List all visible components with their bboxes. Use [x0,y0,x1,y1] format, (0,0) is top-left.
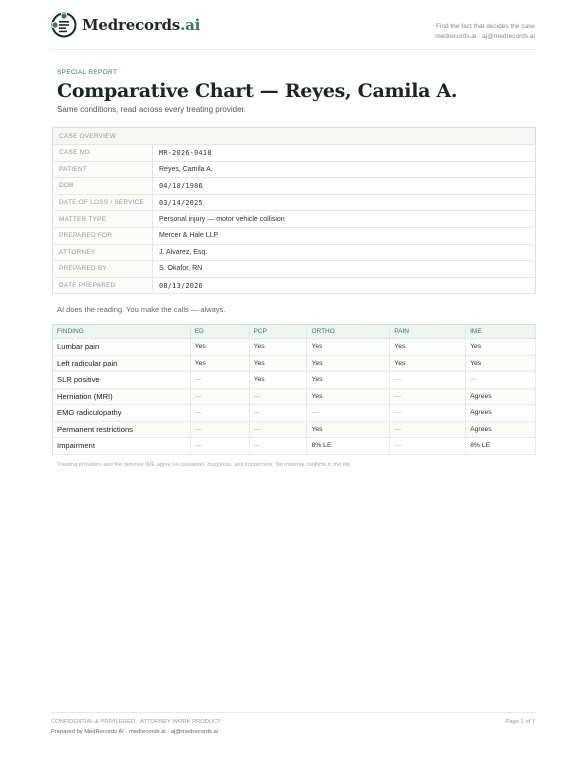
finding-value-cell: Agrees [466,405,536,422]
finding-value-cell: — [390,405,466,422]
overview-key: PREPARED FOR [53,227,153,244]
finding-name-cell: EMG radiculopathy [53,405,191,422]
finding-value-cell: Agrees [466,388,536,405]
overview-key: DOB [53,178,153,195]
report-eyebrow: SPECIAL REPORT [57,69,118,76]
overview-row-dob [53,178,536,195]
overview-row-patient [53,161,536,178]
table-row [53,355,536,372]
finding-value-cell: — [249,438,307,455]
page-header [51,12,535,50]
finding-value-cell: — [249,388,307,405]
finding-value-cell: — [249,405,307,422]
finding-value-cell: Yes [307,388,390,405]
overview-key: MATTER TYPE [53,211,153,228]
finding-value-cell: Yes [390,339,466,356]
finding-value-cell: — [390,388,466,405]
finding-name-cell: Permanent restrictions [53,421,191,438]
finding-value-cell: Yes [307,355,390,372]
finding-value-cell: — [190,405,249,422]
overview-key: DATE PREPARED [53,277,153,294]
column-header-pcp: PCP [249,325,307,339]
page-number: Page 1 of 1 [505,719,535,725]
table-row [53,372,536,389]
finding-value-cell: Yes [307,339,390,356]
case-overview-heading: CASE OVERVIEW [53,128,536,145]
column-header-ed: ED [190,325,249,339]
findings-header-row [53,325,536,339]
brand-logo[interactable] [51,12,200,38]
finding-value-cell: — [190,372,249,389]
overview-value: 04/18/1986 [153,178,536,195]
finding-value-cell: Yes [190,355,249,372]
table-row [53,405,536,422]
header-contact[interactable]: medrecords.ai · aj@medrecords.ai [435,33,535,40]
page-subtitle: Same conditions, read across every treating provider. [57,105,246,114]
finding-value-cell: Yes [249,372,307,389]
overview-value: Personal injury — motor vehicle collision [153,211,536,228]
finding-value-cell: — [190,421,249,438]
ai-disclaimer-note: AI does the reading. You make the calls — always. [57,305,226,314]
finding-value-cell: — [190,438,249,455]
findings-body [53,339,536,455]
overview-row-attorney [53,244,536,261]
overview-value: S. Okafor, RN [153,261,536,278]
finding-value-cell: 8% LE [307,438,390,455]
overview-row-date-of-loss [53,194,536,211]
finding-value-cell: Yes [466,355,536,372]
overview-key: ATTORNEY [53,244,153,261]
finding-name-cell: Left radicular pain [53,355,191,372]
column-header-ortho: ORTHO [307,325,390,339]
finding-value-cell: — [249,421,307,438]
column-header-pain: PAIN [390,325,466,339]
overview-key: PATIENT [53,161,153,178]
overview-value: MR-2026-0418 [153,145,536,162]
finding-name-cell: SLR positive [53,372,191,389]
table-row [53,438,536,455]
finding-name-cell: Lumbar pain [53,339,191,356]
finding-value-cell: — [390,372,466,389]
overview-row-matter-type [53,211,536,228]
overview-value: 03/14/2025 [153,194,536,211]
overview-value: 08/13/2026 [153,277,536,294]
overview-row-date-prepared [53,277,536,294]
brand-name: Medrecords.ai [82,16,201,34]
finding-value-cell: — [190,388,249,405]
prepared-by-line: Prepared by MedRecords AI · medrecords.ai · aj@medrecords.ai [51,729,218,735]
finding-value-cell: Yes [249,339,307,356]
table-row [53,339,536,356]
overview-value: Mercer & Hale LLP [153,227,536,244]
finding-value-cell: — [390,438,466,455]
finding-value-cell: — [466,372,536,389]
findings-footnote: Treating providers and the defense IME agree on causation, diagnosis, and impairment. No material conflicts in the file. [57,462,352,468]
finding-value-cell: 8% LE [466,438,536,455]
confidentiality-notice: CONFIDENTIAL & PRIVILEGED · ATTORNEY WORK PRODUCT [51,719,221,725]
finding-value-cell: Yes [307,372,390,389]
case-overview-table [52,127,536,294]
overview-key: DATE OF LOSS / SERVICE [53,194,153,211]
finding-value-cell: — [307,405,390,422]
finding-value-cell: Agrees [466,421,536,438]
header-tagline: Find the fact that decides the case [435,23,535,30]
page-title: Comparative Chart — Reyes, Camila A. [57,80,458,102]
column-header-finding: FINDING [53,325,191,339]
overview-key: CASE NO. [53,145,153,162]
table-row [53,421,536,438]
finding-value-cell: Yes [190,339,249,356]
overview-value: Reyes, Camila A. [153,161,536,178]
finding-value-cell: — [390,421,466,438]
overview-value: J. Alvarez, Esq. [153,244,536,261]
column-header-ime: IME [466,325,536,339]
findings-comparison-table [52,324,536,455]
medrecords-logo-icon [51,12,77,38]
overview-key: PREPARED BY [53,261,153,278]
overview-row-prepared-by [53,261,536,278]
finding-name-cell: Impairment [53,438,191,455]
finding-name-cell: Herniation (MRI) [53,388,191,405]
finding-value-cell: Yes [466,339,536,356]
table-row [53,388,536,405]
overview-row-case-no [53,145,536,162]
page-footer [51,712,535,735]
finding-value-cell: Yes [307,421,390,438]
overview-row-prepared-for [53,227,536,244]
finding-value-cell: Yes [249,355,307,372]
finding-value-cell: Yes [390,355,466,372]
header-contact-block [435,22,535,42]
